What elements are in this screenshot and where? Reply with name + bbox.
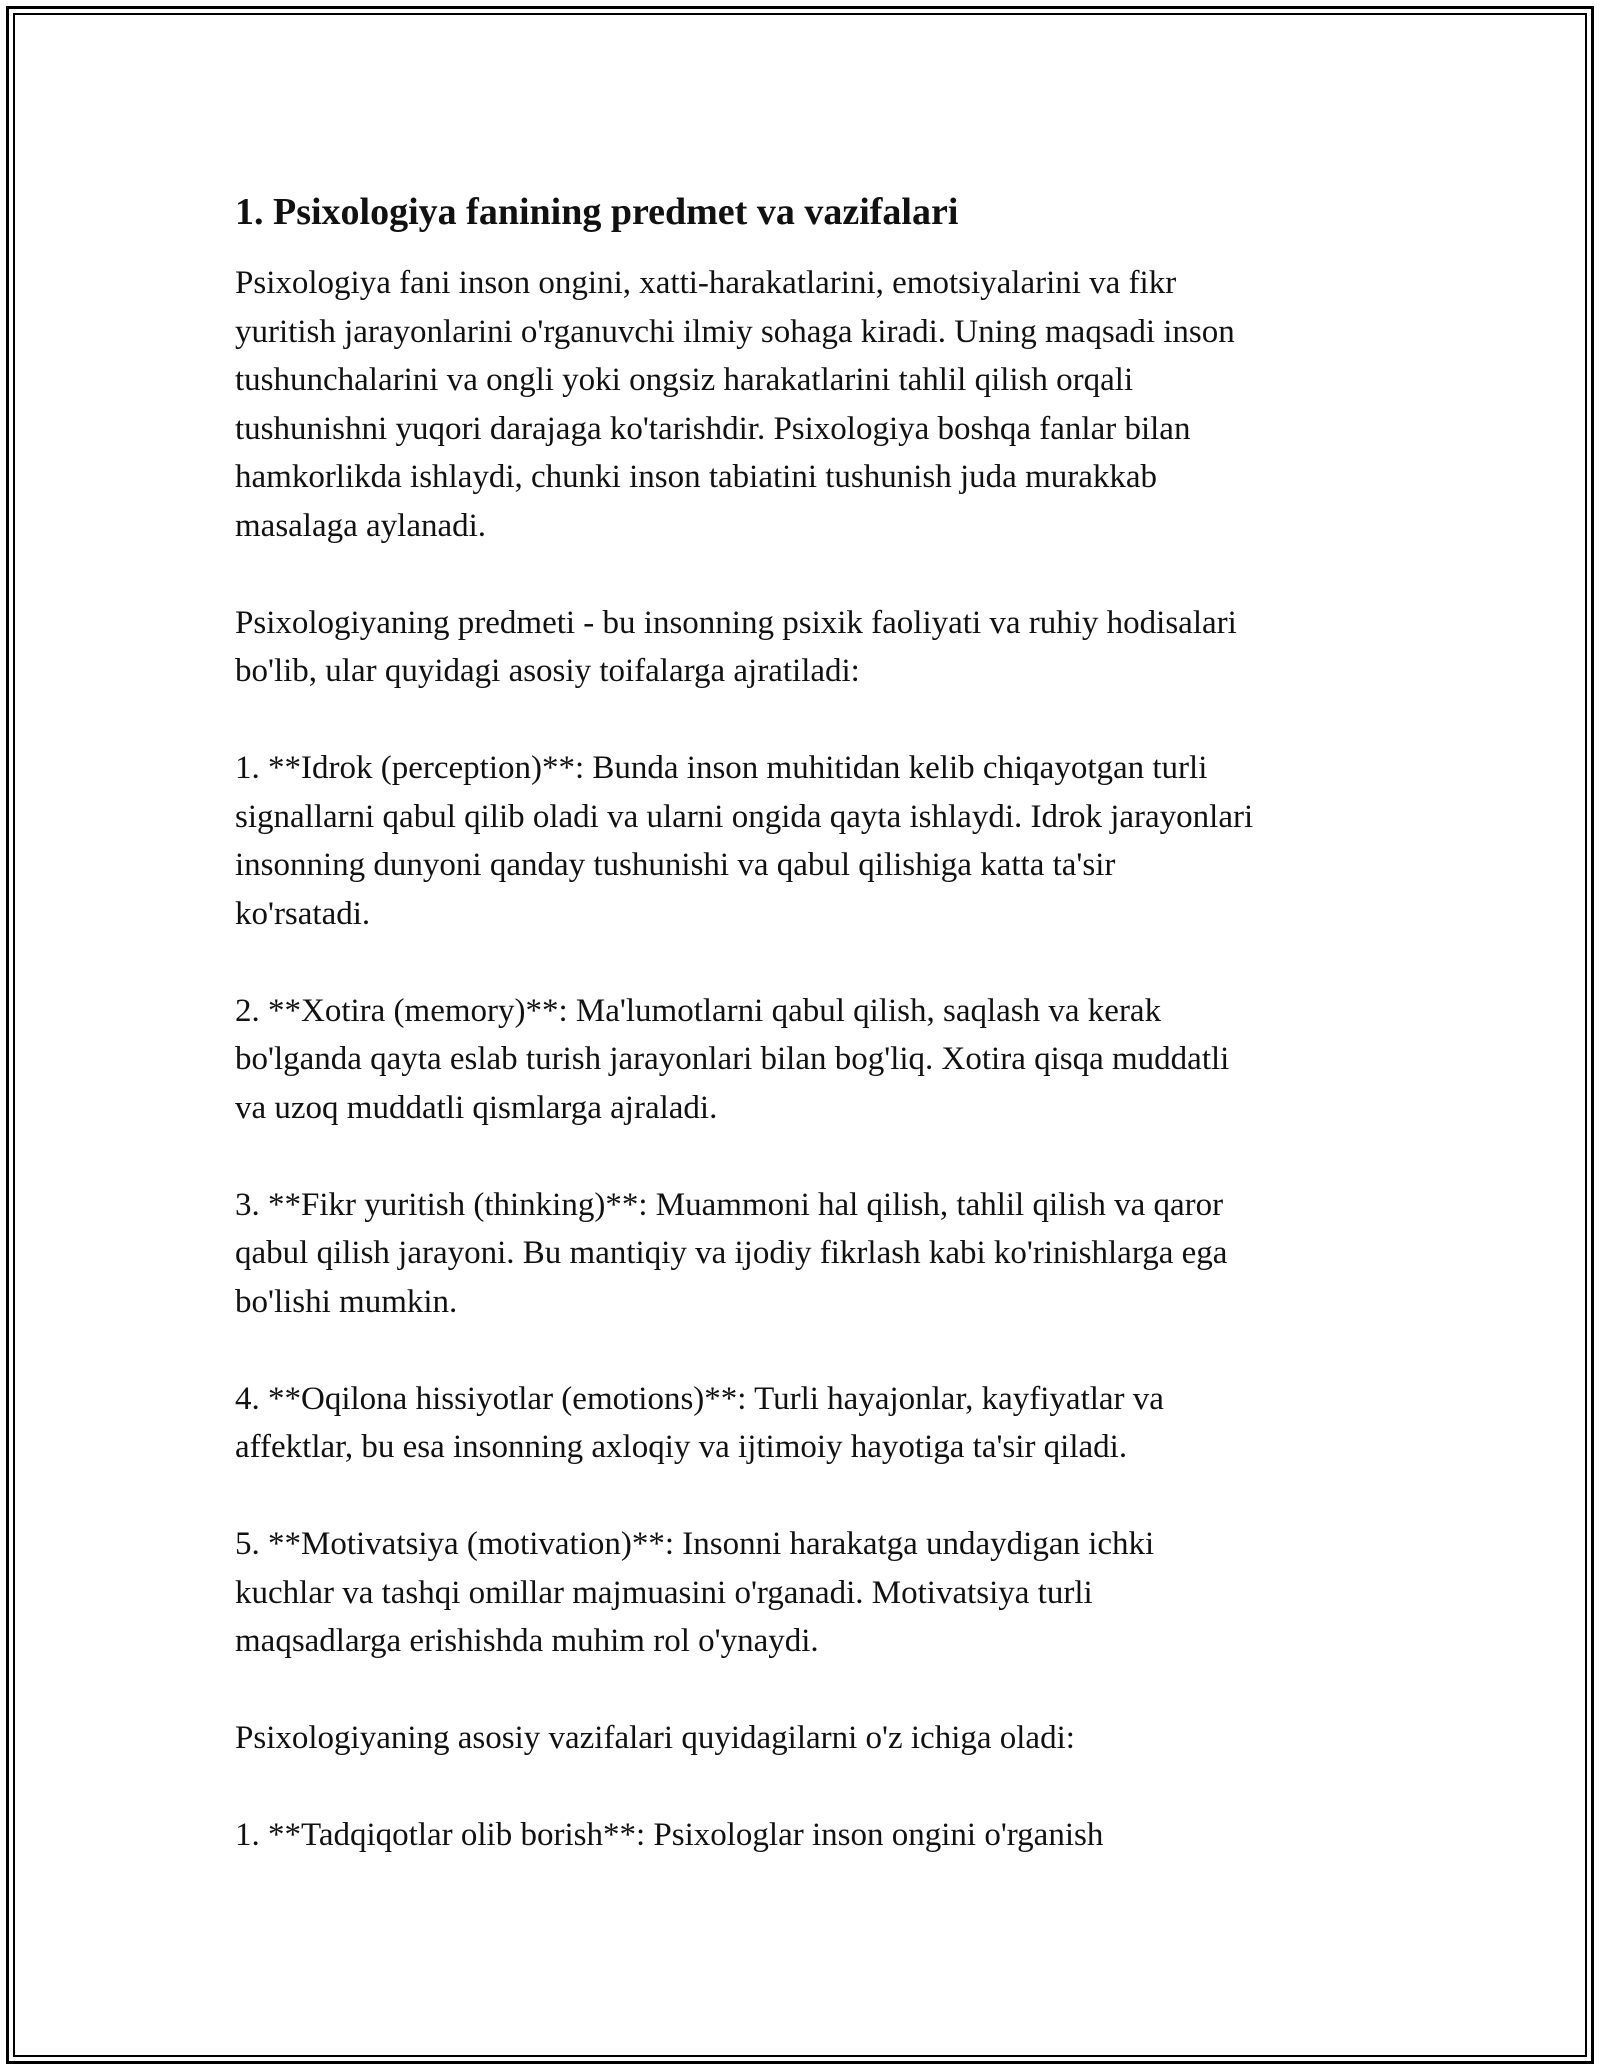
section-heading: 1. Psixologiya fanining predmet va vazifalari xyxy=(235,191,959,233)
paragraph-gap xyxy=(235,938,1365,987)
subject-paragraph: Psixologiyaning predmeti - bu insonning psixik faoliyati va ruhiy hodisalari bo'lib, ular quyidagi asosiy toifalarga ajratiladi: xyxy=(235,604,1237,689)
paragraph-gap xyxy=(235,1666,1365,1715)
paragraph-gap xyxy=(235,1326,1365,1375)
list-item-thinking: 3. **Fikr yuritish (thinking)**: Muammoni hal qilish, tahlil qilish va qaror qabul qilish jarayoni. Bu mantiqiy va ijodiy fikrlash kabi ko'rinishlarga ega bo'lishi mumkin. xyxy=(235,1186,1228,1320)
paragraph-gap xyxy=(235,550,1365,599)
document-body xyxy=(235,185,1365,1860)
list-item-perception: 1. **Idrok (perception)**: Bunda inson muhitidan kelib chiqayotgan turli signallarni qabul qilib oladi va ularni ongida qayta ishlaydi. Idrok jarayonlari insonning dunyoni qanday tushunishi va qabul qilishiga katta ta'sir ko'rsatadi. xyxy=(235,750,1254,932)
tasks-intro-paragraph: Psixologiyaning asosiy vazifalari quyidagilarni o'z ichiga oladi: xyxy=(235,1720,1075,1756)
paragraph-gap xyxy=(235,1763,1365,1812)
list-item-motivation: 5. **Motivatsiya (motivation)**: Insonni harakatga undaydigan ichki kuchlar va tashqi omillar majmuasini o'rganadi. Motivatsiya turli maqsadlarga erishishda muhim rol o'ynaydi. xyxy=(235,1526,1155,1659)
paragraph-gap xyxy=(235,1132,1365,1181)
paragraph-gap xyxy=(235,696,1365,745)
intro-paragraph: Psixologiya fani inson ongini, xatti-harakatlarini, emotsiyalarini va fikr yuritish jarayonlarini o'rganuvchi ilmiy sohaga kiradi. Uning maqsadi inson tushunchalarini va ongli yoki ongsiz harakatlarini tahlil qilish orqali tushunishni yuqori darajaga ko'tarishdir. Psixologiya boshqa fanlar bilan hamkorlikda ishlaydi, chunki inson tabiatini tushunish juda murakkab masalaga aylanadi. xyxy=(235,265,1235,544)
list-item-emotions: 4. **Oqilona hissiyotlar (emotions)**: Turli hayajonlar, kayfiyatlar va affektlar, bu esa insonning axloqiy va ijtimoiy hayotiga ta'sir qiladi. xyxy=(235,1380,1164,1465)
list-item-memory: 2. **Xotira (memory)**: Ma'lumotlarni qabul qilish, saqlash va kerak bo'lganda qayta eslab turish jarayonlari bilan bog'liq. Xotira qisqa muddatli va uzoq muddatli qismlarga ajraladi. xyxy=(235,992,1230,1126)
list-item-research: 1. **Tadqiqotlar olib borish**: Psixologlar inson ongini o'rganish xyxy=(235,1817,1104,1853)
paragraph-gap xyxy=(235,1472,1365,1521)
